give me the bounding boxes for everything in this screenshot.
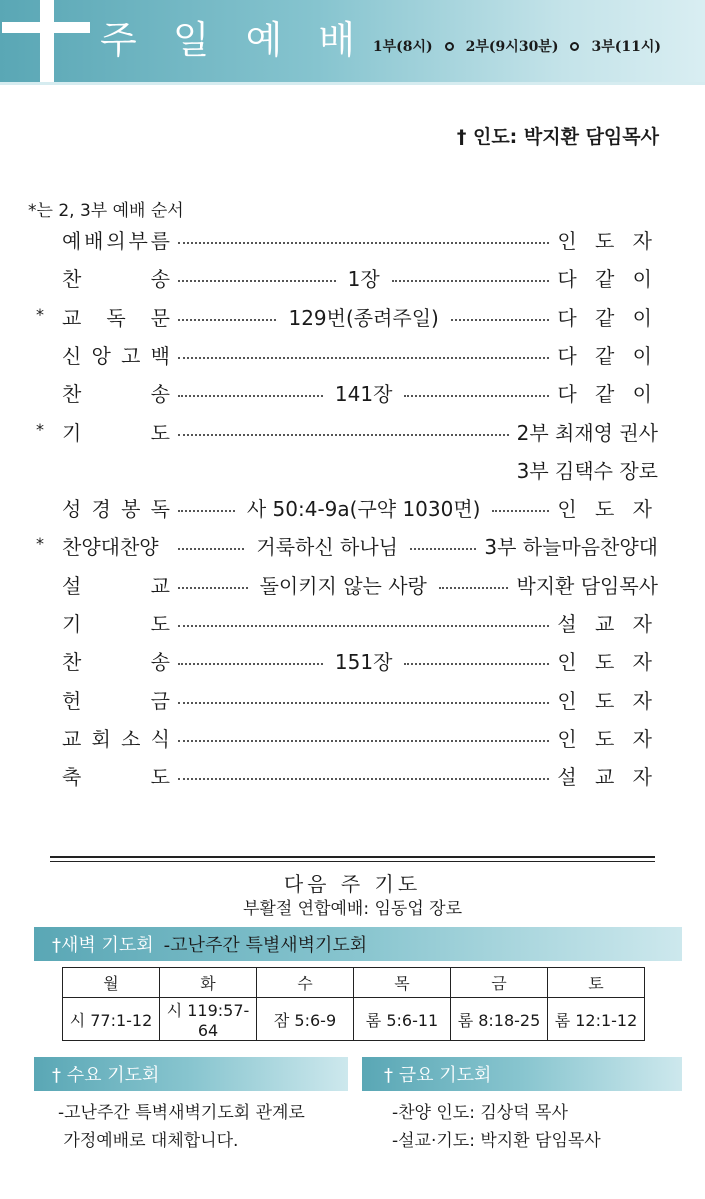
order-label-char: 문 xyxy=(150,305,170,330)
order-label xyxy=(62,378,170,407)
dawn-prayer-header xyxy=(34,927,682,961)
order-label xyxy=(62,302,170,331)
order-row xyxy=(62,224,658,254)
order-person: 인 도 자 xyxy=(557,649,658,674)
dawn-prayer-detail: -고난주간 특별새벽기도회 xyxy=(163,935,368,956)
table-row xyxy=(63,968,645,998)
table-cell: 토 xyxy=(548,968,645,998)
page-title: 주 일 예 배 xyxy=(100,18,368,62)
friday-line: -찬양 인도: 김상덕 목사 xyxy=(392,1103,568,1123)
order-person: 다 같 이 xyxy=(557,266,659,291)
order-row xyxy=(62,760,658,790)
order-person: 인 도 자 xyxy=(557,496,659,521)
order-row xyxy=(62,684,658,714)
order-label-char: 설 xyxy=(62,573,82,598)
order-label-char: 송 xyxy=(150,381,170,406)
order-row xyxy=(62,569,658,599)
order-label xyxy=(62,340,170,369)
order-label-char: 기 xyxy=(62,420,82,445)
dot-leader xyxy=(439,587,509,589)
friday-prayer-label: † 금요 기도회 xyxy=(384,1065,492,1086)
asterisk-mark: * xyxy=(36,420,44,439)
order-person: 박지환 담임목사 xyxy=(516,573,659,598)
wednesday-prayer-text xyxy=(58,1099,305,1155)
table-cell: 잠 5:6-9 xyxy=(257,998,354,1041)
table-cell: 금 xyxy=(451,968,548,998)
table-cell: 롬 5:6-11 xyxy=(354,998,451,1041)
order-label-char: 기 xyxy=(62,611,82,636)
circle-separator-icon xyxy=(570,42,579,51)
order-label-char: 금 xyxy=(150,688,170,713)
order-detail: 141장 xyxy=(334,381,393,406)
order-label xyxy=(62,531,170,560)
order-label-char: 백 xyxy=(150,343,170,368)
dawn-prayer-label: †새벽 기도회 xyxy=(52,935,154,956)
dot-leader xyxy=(178,663,323,665)
order-label xyxy=(62,493,170,522)
order-row xyxy=(62,722,658,752)
dot-leader xyxy=(178,587,248,589)
order-detail: 거룩하신 하나님 xyxy=(256,534,398,559)
order-person: 인 도 자 xyxy=(557,726,658,751)
order-label-char: 헌 xyxy=(62,688,82,713)
order-row xyxy=(36,530,659,560)
dot-leader xyxy=(404,663,549,665)
dot-leader xyxy=(178,625,549,627)
order-label xyxy=(62,263,170,292)
order-row xyxy=(62,454,658,484)
friday-prayer-text xyxy=(392,1099,601,1155)
order-label-char: 름 xyxy=(150,228,170,253)
dot-leader xyxy=(492,510,549,512)
header-underline xyxy=(0,82,705,85)
order-label-char: 교 xyxy=(62,305,82,330)
dot-leader xyxy=(410,548,476,550)
order-row xyxy=(62,339,658,369)
order-label-char: 봉 xyxy=(121,496,141,521)
order-row xyxy=(62,377,658,407)
order-person: 인 도 자 xyxy=(557,228,658,253)
order-person: 다 같 이 xyxy=(557,305,659,330)
order-label xyxy=(62,608,170,637)
order-person: 2부 최재영 권사 xyxy=(516,420,658,445)
dot-leader xyxy=(178,510,235,512)
order-row xyxy=(62,645,658,675)
friday-prayer-header xyxy=(362,1057,682,1091)
wednesday-line: -고난주간 특벽새벽기도회 관계로 xyxy=(58,1103,305,1123)
order-label xyxy=(62,570,170,599)
table-cell: 롬 8:18-25 xyxy=(451,998,548,1041)
order-label-char: 찬 xyxy=(62,266,82,291)
order-note: *는 2, 3부 예배 순서 xyxy=(28,201,184,221)
order-row xyxy=(62,262,658,292)
dot-leader xyxy=(451,319,549,321)
order-label xyxy=(62,646,170,675)
order-label-char: 독 xyxy=(150,496,170,521)
order-person: 설 교 자 xyxy=(557,611,658,636)
order-person: 다 같 이 xyxy=(557,381,658,406)
next-week-subtitle: 부활절 연합예배: 임동업 장로 xyxy=(242,899,462,919)
dot-leader xyxy=(178,778,549,780)
dot-leader xyxy=(404,395,549,397)
order-label-char: 도 xyxy=(150,764,170,789)
order-label-char: 도 xyxy=(150,420,170,445)
order-label-char: 신 xyxy=(62,343,82,368)
dot-leader xyxy=(178,740,549,742)
service-time-3: 3부(11시) xyxy=(591,39,661,55)
order-detail: 1장 xyxy=(347,266,380,291)
service-times xyxy=(373,36,661,56)
divider xyxy=(50,856,655,858)
order-label-char: 찬 xyxy=(62,381,82,406)
asterisk-mark: * xyxy=(36,305,44,324)
order-detail: 151장 xyxy=(334,649,393,674)
order-label xyxy=(62,685,170,714)
table-cell: 시 119:57-64 xyxy=(160,998,257,1041)
order-label xyxy=(62,417,170,446)
wednesday-prayer-label: † 수요 기도회 xyxy=(52,1065,160,1086)
order-label-char: 성 xyxy=(62,496,82,521)
order-label-char: 식 xyxy=(150,726,170,751)
dot-leader xyxy=(178,280,336,282)
order-label-char: 소 xyxy=(121,726,141,751)
order-label xyxy=(62,723,170,752)
order-row xyxy=(62,492,658,522)
header-banner xyxy=(0,0,705,82)
order-label-char: 찬양대찬양 xyxy=(62,534,159,559)
table-cell: 목 xyxy=(354,968,451,998)
wednesday-line: 가정예배로 대체합니다. xyxy=(58,1131,239,1151)
dot-leader xyxy=(178,548,244,550)
order-label-char: 배 xyxy=(84,228,104,253)
asterisk-mark: * xyxy=(36,534,44,553)
order-detail: 사 50:4-9a(구약 1030면) xyxy=(246,496,481,521)
order-person: 3부 하늘마음찬양대 xyxy=(484,534,659,559)
order-detail: 129번(종려주일) xyxy=(288,305,439,330)
order-label-char: 송 xyxy=(150,649,170,674)
divider xyxy=(50,861,655,862)
order-label-char: 예 xyxy=(62,228,82,253)
order-row xyxy=(36,416,658,446)
table-cell: 시 77:1-12 xyxy=(63,998,160,1041)
wednesday-prayer-header xyxy=(34,1057,348,1091)
order-label-char: 찬 xyxy=(62,649,82,674)
dot-leader xyxy=(178,319,276,321)
order-label-char: 의 xyxy=(106,228,126,253)
circle-separator-icon xyxy=(445,42,454,51)
order-label xyxy=(62,761,170,790)
service-leader: † 인도: 박지환 담임목사 xyxy=(456,126,659,148)
order-label-char: 교 xyxy=(62,726,82,751)
friday-line: -설교·기도: 박지환 담임목사 xyxy=(392,1131,601,1151)
order-label-char: 경 xyxy=(91,496,111,521)
table-cell: 롬 12:1-12 xyxy=(548,998,645,1041)
table-cell: 화 xyxy=(160,968,257,998)
dot-leader xyxy=(178,395,323,397)
table-row xyxy=(63,998,645,1041)
order-person: 다 같 이 xyxy=(557,343,658,368)
order-person: 3부 김택수 장로 xyxy=(516,458,658,483)
order-label-char: 독 xyxy=(106,305,126,330)
order-label-char: 송 xyxy=(150,266,170,291)
dawn-prayer-table xyxy=(62,967,645,1041)
table-cell: 수 xyxy=(257,968,354,998)
order-label-char: 고 xyxy=(121,343,141,368)
dot-leader xyxy=(178,434,509,436)
order-detail: 돌이키지 않는 사랑 xyxy=(259,573,427,598)
service-time-1: 1부(8시) xyxy=(372,39,433,55)
order-label-char: 축 xyxy=(62,764,82,789)
table-cell: 월 xyxy=(63,968,160,998)
order-label-char: 앙 xyxy=(91,343,111,368)
order-row xyxy=(62,607,658,637)
dot-leader xyxy=(392,280,550,282)
dot-leader xyxy=(178,242,549,244)
service-time-2: 2부(9시30분) xyxy=(465,39,559,55)
cross-icon xyxy=(40,0,54,82)
order-person: 인 도 자 xyxy=(557,688,658,713)
order-label-char: 교 xyxy=(150,573,170,598)
dot-leader xyxy=(178,702,549,704)
order-label-char: 도 xyxy=(150,611,170,636)
order-row xyxy=(36,301,659,331)
order-person: 설 교 자 xyxy=(557,764,658,789)
next-week-title: 다음 주 기도 xyxy=(283,872,422,896)
order-label-char: 부 xyxy=(128,228,148,253)
order-label-char: 회 xyxy=(91,726,111,751)
dot-leader xyxy=(178,357,549,359)
order-label xyxy=(62,225,170,254)
cross-icon-bar xyxy=(2,22,90,33)
